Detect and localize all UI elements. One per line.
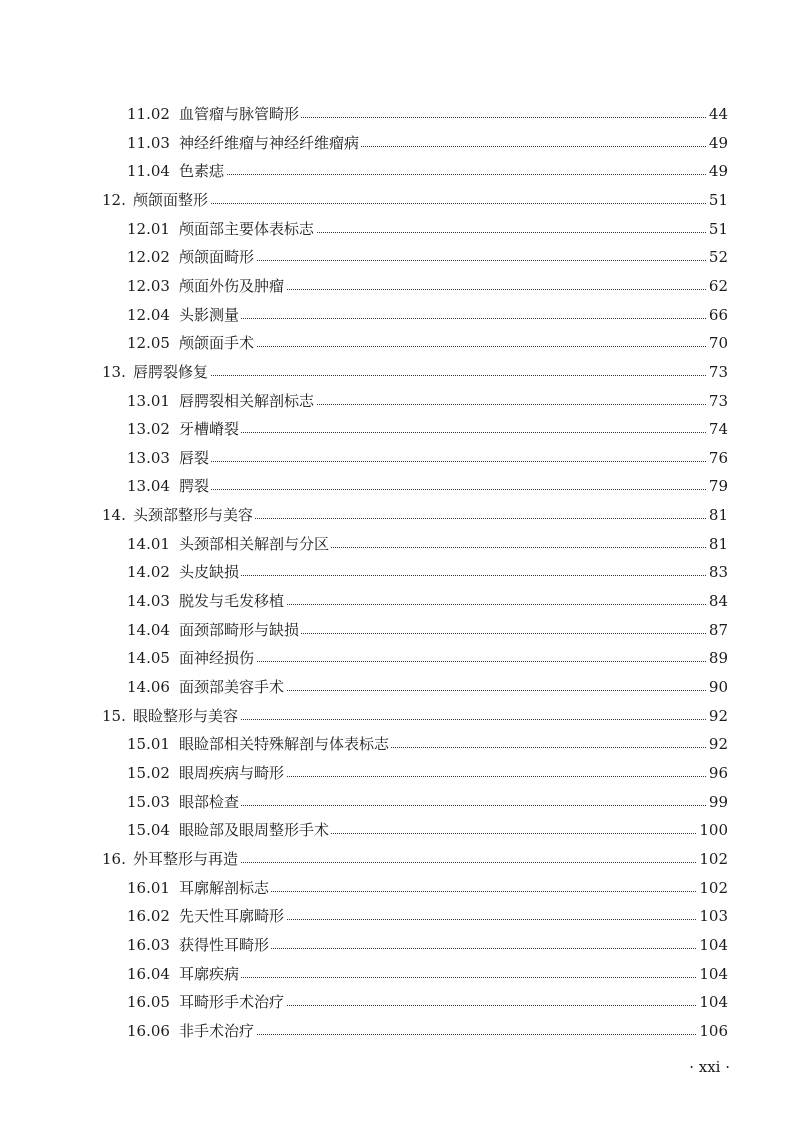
entry-number: 15.01	[127, 735, 170, 754]
entry-number: 16.03	[127, 935, 170, 954]
entry-title: 唇裂	[179, 444, 211, 472]
toc-section-entry[interactable]	[0, 243, 800, 271]
dot-leader	[180, 489, 728, 490]
entry-number: 12.03	[127, 276, 170, 295]
entry-title: 面颈部美容手术	[179, 673, 286, 701]
dot-leader	[180, 174, 728, 175]
entry-title: 眼周疾病与畸形	[179, 759, 286, 787]
entry-title: 头颈部相关解剖与分区	[179, 530, 331, 558]
dot-leader	[180, 977, 728, 978]
entry-page-number: 81	[707, 530, 728, 558]
entry-number: 16.01	[127, 878, 170, 897]
toc-section-entry[interactable]	[0, 988, 800, 1016]
dot-leader	[180, 575, 728, 576]
entry-number: 13.04	[127, 477, 170, 496]
entry-page-number: 73	[707, 358, 728, 386]
dot-leader	[180, 260, 728, 261]
entry-number: 15.04	[127, 821, 170, 840]
entry-page-number: 90	[707, 673, 728, 701]
entry-page-number: 87	[707, 616, 728, 644]
entry-number: 12.04	[127, 305, 170, 324]
dot-leader	[180, 1034, 728, 1035]
entry-title: 唇腭裂修复	[133, 358, 210, 386]
entry-page-number: 83	[707, 558, 728, 586]
entry-page-number: 104	[697, 931, 728, 959]
entry-number: 15.02	[127, 763, 170, 782]
entry-title: 血管瘤与脉管畸形	[179, 100, 301, 128]
toc-section-entry[interactable]	[0, 215, 800, 243]
entry-number: 16.06	[127, 1021, 170, 1040]
entry-number: 13.03	[127, 448, 170, 467]
entry-page-number: 66	[707, 301, 728, 329]
entry-number: 14.02	[127, 563, 170, 582]
entry-number: 13.	[102, 362, 126, 381]
entry-number: 11.03	[127, 133, 170, 152]
toc-section-entry[interactable]	[0, 157, 800, 185]
toc-section-entry[interactable]	[0, 472, 800, 500]
toc-section-entry[interactable]	[0, 616, 800, 644]
entry-page-number: 92	[707, 730, 728, 758]
toc-chapter-entry[interactable]	[0, 702, 800, 730]
entry-page-number: 76	[707, 444, 728, 472]
entry-page-number: 79	[707, 472, 728, 500]
entry-page-number: 51	[707, 215, 728, 243]
entry-number: 11.02	[127, 105, 170, 123]
entry-title: 颅颌面整形	[133, 186, 210, 214]
entry-title: 眼睑部相关特殊解剖与体表标志	[179, 730, 391, 758]
entry-title: 非手术治疗	[179, 1017, 256, 1045]
entry-title: 颅颌面畸形	[179, 243, 256, 271]
toc-section-entry[interactable]	[0, 301, 800, 329]
toc-section-entry[interactable]	[0, 272, 800, 300]
entry-page-number: 103	[697, 902, 728, 930]
entry-title: 色素痣	[179, 157, 226, 185]
entry-page-number: 70	[707, 329, 728, 357]
toc-section-entry[interactable]	[0, 387, 800, 415]
entry-page-number: 52	[707, 243, 728, 271]
entry-page-number: 104	[697, 988, 728, 1016]
entry-number: 13.01	[127, 391, 170, 410]
entry-number: 13.02	[127, 420, 170, 439]
dot-leader	[180, 661, 728, 662]
entry-number: 14.03	[127, 592, 170, 611]
toc-section-entry[interactable]	[0, 730, 800, 758]
toc-section-entry[interactable]	[0, 129, 800, 157]
toc-section-entry[interactable]	[0, 587, 800, 615]
toc-section-entry[interactable]	[0, 1017, 800, 1045]
toc-section-entry[interactable]	[0, 415, 800, 443]
entry-number: 16.	[102, 849, 126, 868]
entry-number: 14.04	[127, 620, 170, 639]
entry-page-number: 104	[697, 960, 728, 988]
toc-section-entry[interactable]	[0, 788, 800, 816]
page-folio: · xxi ·	[689, 1058, 730, 1076]
entry-page-number: 51	[707, 186, 728, 214]
dot-leader	[134, 203, 728, 204]
entry-page-number: 49	[707, 129, 728, 157]
toc-section-entry[interactable]	[0, 558, 800, 586]
toc-chapter-entry[interactable]	[0, 358, 800, 386]
entry-number: 14.05	[127, 649, 170, 668]
entry-title: 获得性耳畸形	[179, 931, 271, 959]
entry-number: 12.05	[127, 334, 170, 353]
toc-section-entry[interactable]	[0, 759, 800, 787]
entry-title: 耳廓疾病	[179, 960, 241, 988]
entry-number: 16.05	[127, 993, 170, 1012]
toc-section-entry[interactable]	[0, 644, 800, 672]
entry-page-number: 102	[697, 874, 728, 902]
entry-number: 16.04	[127, 964, 170, 983]
toc-chapter-entry[interactable]	[0, 501, 800, 529]
entry-page-number: 74	[707, 415, 728, 443]
entry-title: 颅面外伤及肿瘤	[179, 272, 286, 300]
toc-section-entry[interactable]	[0, 902, 800, 930]
entry-page-number: 92	[707, 702, 728, 730]
entry-page-number: 73	[707, 387, 728, 415]
entry-number: 15.03	[127, 792, 170, 811]
entry-title: 颅颌面手术	[179, 329, 256, 357]
entry-page-number: 44	[707, 100, 728, 128]
toc-section-entry[interactable]	[0, 874, 800, 902]
entry-page-number: 89	[707, 644, 728, 672]
toc-section-entry[interactable]	[0, 673, 800, 701]
dot-leader	[180, 805, 728, 806]
entry-title: 唇腭裂相关解剖标志	[179, 387, 316, 415]
toc-section-entry[interactable]	[0, 329, 800, 357]
entry-page-number: 62	[707, 272, 728, 300]
toc-section-entry[interactable]	[0, 444, 800, 472]
entry-number: 12.01	[127, 219, 170, 238]
entry-page-number: 100	[697, 816, 728, 844]
entry-title: 外耳整形与再造	[133, 845, 240, 873]
entry-title: 神经纤维瘤与神经纤维瘤病	[179, 129, 361, 157]
toc-section-entry[interactable]	[0, 100, 800, 128]
entry-title: 面神经损伤	[179, 644, 256, 672]
entry-page-number: 49	[707, 157, 728, 185]
entry-title: 眼睑整形与美容	[133, 702, 240, 730]
entry-page-number: 102	[697, 845, 728, 873]
dot-leader	[180, 318, 728, 319]
entry-page-number: 106	[697, 1017, 728, 1045]
entry-title: 脱发与毛发移植	[179, 587, 286, 615]
toc-section-entry[interactable]	[0, 816, 800, 844]
entry-title: 先天性耳廓畸形	[179, 902, 286, 930]
entry-number: 14.06	[127, 678, 170, 696]
entry-number: 11.04	[127, 162, 170, 181]
entry-number: 14.	[102, 506, 126, 525]
entry-page-number: 81	[707, 501, 728, 529]
entry-title: 牙槽嵴裂	[179, 415, 241, 443]
entry-title: 眼睑部及眼周整形手术	[179, 816, 331, 844]
entry-title: 颅面部主要体表标志	[179, 215, 316, 243]
entry-number: 15.	[102, 706, 126, 725]
entry-number: 16.02	[127, 907, 170, 926]
entry-page-number: 96	[707, 759, 728, 787]
toc-chapter-entry[interactable]	[0, 186, 800, 214]
dot-leader	[180, 346, 728, 347]
entry-title: 腭裂	[179, 472, 211, 500]
entry-number: 12.02	[127, 248, 170, 267]
toc-section-entry[interactable]	[0, 530, 800, 558]
entry-title: 耳廓解剖标志	[179, 874, 271, 902]
entry-page-number: 99	[707, 788, 728, 816]
entry-title: 耳畸形手术治疗	[179, 988, 286, 1016]
entry-title: 面颈部畸形与缺损	[179, 616, 301, 644]
toc-section-entry[interactable]	[0, 960, 800, 988]
entry-title: 头皮缺损	[179, 558, 241, 586]
entry-title: 头颈部整形与美容	[133, 501, 255, 529]
entry-title: 头影测量	[179, 301, 241, 329]
entry-page-number: 84	[707, 587, 728, 615]
entry-title: 眼部检查	[179, 788, 241, 816]
dot-leader	[134, 375, 728, 376]
toc-chapter-entry[interactable]	[0, 845, 800, 873]
entry-number: 14.01	[127, 534, 170, 553]
entry-number: 12.	[102, 190, 126, 209]
toc-section-entry[interactable]	[0, 931, 800, 959]
dot-leader	[180, 432, 728, 433]
dot-leader	[180, 461, 728, 462]
